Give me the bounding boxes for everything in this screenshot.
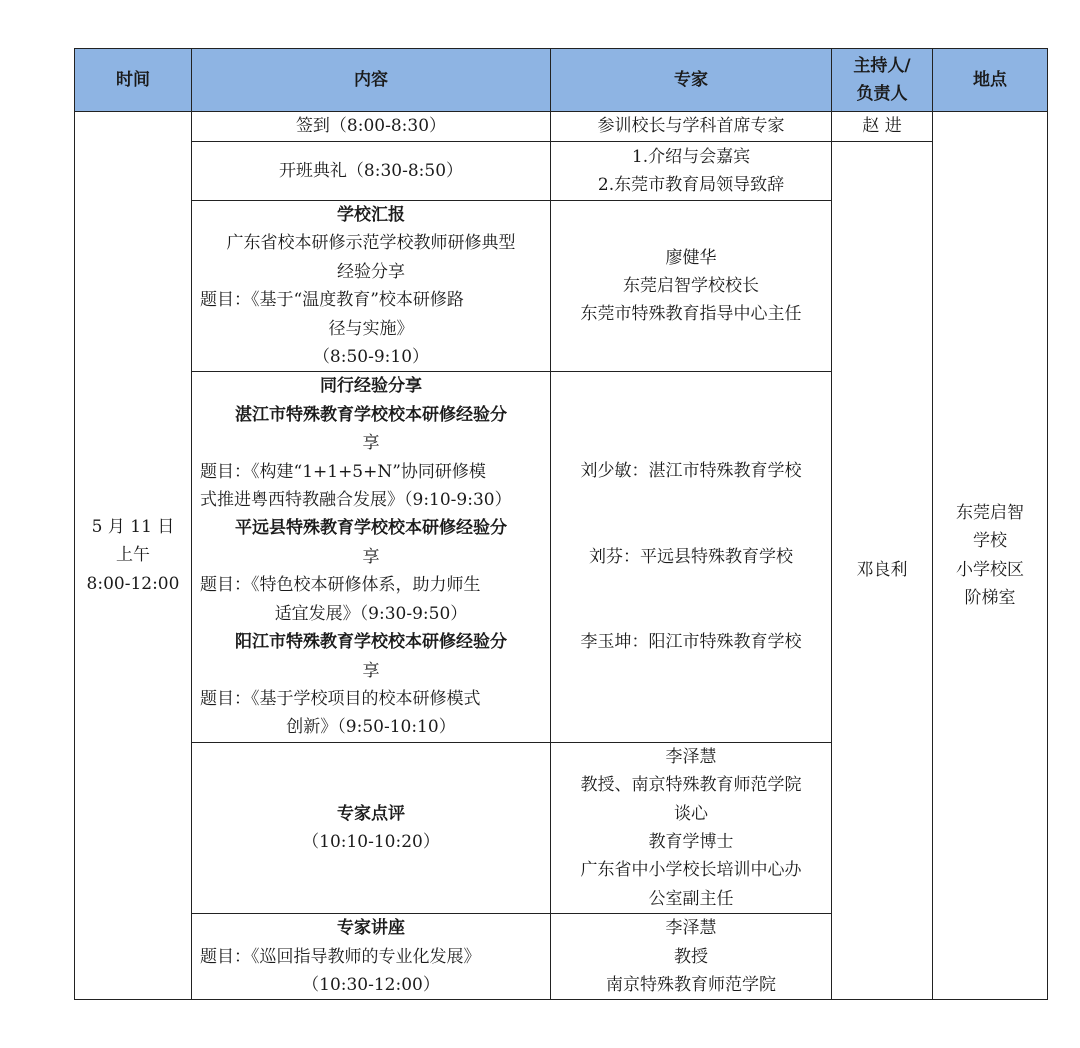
review-expert-line6: 公室副主任 — [648, 888, 734, 909]
report-title: 学校汇报 — [337, 205, 405, 225]
lecture-topic: 题目：《巡回指导教师的专业化发展》 — [200, 946, 481, 967]
lecture-expert-line3: 南京特殊教育师范学院 — [606, 974, 776, 995]
peers-s3-title-line1: 阳江市特殊教育学校校本研修经验分 — [235, 632, 507, 653]
report-expert-line3: 东莞市特殊教育指导中心主任 — [580, 304, 802, 325]
table-row-signin — [75, 112, 1048, 142]
peers-s2-topic-line2: 适宜发展》（9:30-9:50） — [274, 603, 468, 624]
peers-s2-title-line2: 享 — [362, 546, 380, 567]
peers-s2-title-line1: 平远县特殊教育学校校本研修经验分 — [235, 518, 507, 539]
report-expert-line2: 东莞启智学校校长 — [623, 276, 759, 297]
report-content — [192, 201, 551, 372]
review-expert-line3: 谈心 — [674, 803, 708, 824]
location-line3: 小学校区 — [956, 559, 1024, 580]
peers-expert-line2: 刘芬：平远县特殊教育学校 — [589, 546, 793, 567]
peers-s2-topic-line1: 题目：《特色校本研修体系，助力师生 — [200, 575, 481, 596]
schedule-table — [74, 48, 1048, 1000]
lecture-content — [192, 914, 551, 1000]
peers-s1-topic-line1: 题目：《构建“1+1+5+N”协同研修模 — [200, 461, 486, 482]
location-cell — [933, 112, 1048, 1000]
header-host-line1: 主持人/ — [853, 55, 911, 76]
header-location: 地点 — [933, 49, 1048, 112]
header-content: 内容 — [192, 49, 551, 112]
review-expert — [551, 742, 832, 913]
location-line1: 东莞启智 — [956, 502, 1024, 523]
main-host-cell: 邓良利 — [832, 142, 933, 1000]
spacer — [559, 571, 823, 628]
report-topic-line1: 题目：《基于“温度教育”校本研修路 — [200, 290, 464, 311]
review-expert-line2: 教授、南京特殊教育师范学院 — [580, 775, 802, 796]
lecture-title: 专家讲座 — [337, 918, 405, 939]
header-time: 时间 — [75, 49, 192, 112]
location-line2: 学校 — [973, 531, 1007, 552]
lecture-expert-line2: 教授 — [674, 946, 708, 967]
header-host-line2: 负责人 — [856, 84, 908, 104]
location-line4: 阶梯室 — [964, 588, 1016, 609]
review-time: （10:10-10:20） — [302, 831, 440, 852]
peers-s3-title-line2: 享 — [362, 660, 380, 681]
peers-s1-topic-line2: 式推进粤西特教融合发展》（9:10-9:30） — [200, 490, 512, 511]
peers-expert-line3: 李玉坤：阳江市特殊教育学校 — [580, 632, 802, 653]
peers-s1-title-line1: 湛江市特殊教育学校校本研修经验分 — [235, 404, 507, 425]
peers-s3-topic-line2: 创新》（9:50-10:10） — [286, 717, 456, 738]
header-host — [832, 49, 933, 112]
table-row-opening — [75, 142, 1048, 201]
review-title: 专家点评 — [337, 803, 405, 824]
time-cell — [75, 112, 192, 1000]
review-expert-line1: 李泽慧 — [665, 746, 717, 767]
peers-s1-title-line2: 享 — [362, 433, 380, 454]
lecture-time: （10:30-12:00） — [302, 974, 440, 995]
lecture-expert — [551, 914, 832, 1000]
review-content — [192, 742, 551, 913]
report-expert — [551, 201, 832, 372]
header-expert: 专家 — [551, 49, 832, 112]
opening-content: 开班典礼（8:30-8:50） — [192, 142, 551, 201]
report-topic-line2: 径与实施》 — [328, 318, 414, 339]
signin-host: 赵 进 — [832, 112, 933, 142]
peers-content — [192, 372, 551, 742]
report-expert-line1: 廖健华 — [665, 247, 717, 268]
time-date: 5 月 11 日 — [91, 517, 175, 538]
report-sub-line1: 广东省校本研修示范学校教师研修典型 — [226, 233, 516, 254]
lecture-expert-line1: 李泽慧 — [665, 918, 717, 939]
review-expert-line4: 教育学博士 — [648, 831, 734, 852]
time-period: 上午 — [116, 545, 150, 566]
report-sub-line2: 经验分享 — [337, 261, 405, 282]
opening-expert-line2: 2.东莞市教育局领导致辞 — [597, 175, 785, 195]
signin-expert: 参训校长与学科首席专家 — [551, 112, 832, 142]
peers-expert — [551, 372, 832, 742]
opening-expert — [551, 142, 832, 201]
opening-expert-line1: 1.介绍与会嘉宾 — [631, 146, 751, 167]
report-time: （8:50-9:10） — [312, 347, 430, 368]
signin-content: 签到（8:00-8:30） — [192, 112, 551, 142]
peers-title: 同行经验分享 — [320, 376, 422, 397]
peers-expert-line1: 刘少敏：湛江市特殊教育学校 — [580, 461, 802, 482]
review-expert-line5: 广东省中小学校长培训中心办 — [580, 860, 802, 881]
spacer — [559, 486, 823, 543]
time-range: 8:00-12:00 — [86, 573, 180, 594]
peers-s3-topic-line1: 题目：《基于学校项目的校本研修模式 — [200, 688, 481, 709]
header-row — [75, 49, 1048, 112]
